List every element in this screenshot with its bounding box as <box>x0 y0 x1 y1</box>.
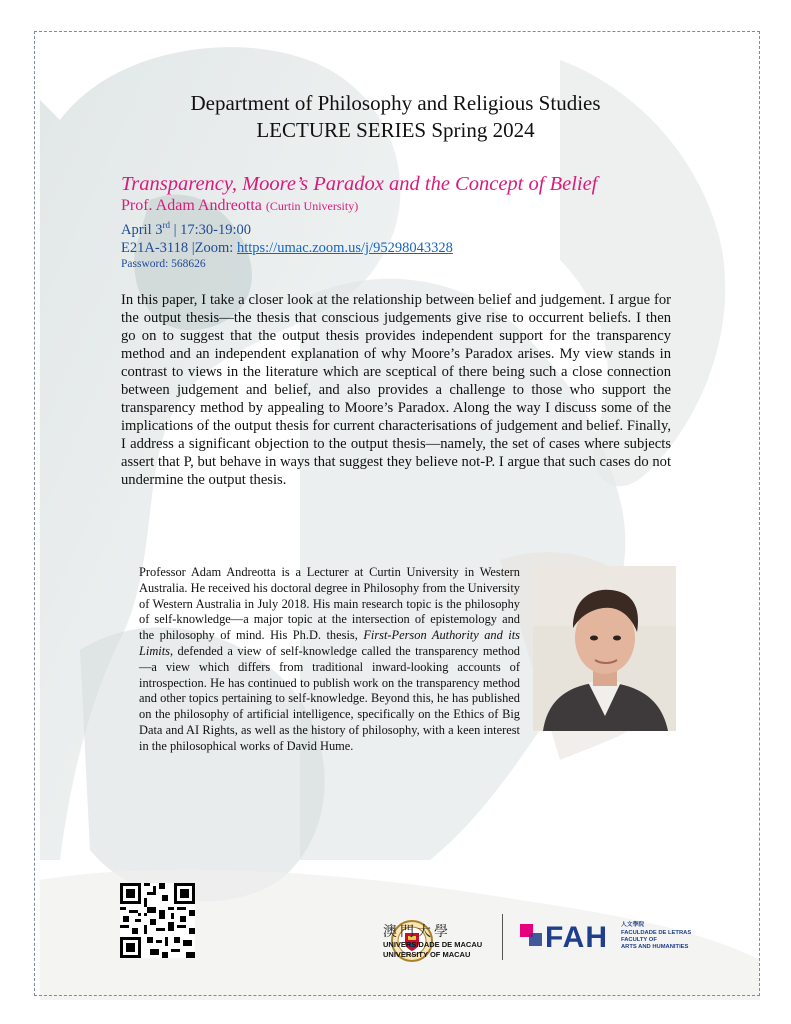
qr-code[interactable] <box>120 883 195 958</box>
um-english-name: UNIVERSITY OF MACAU <box>383 950 471 959</box>
talk-title: Transparency, Moore’s Paradox and the Concept of Belief <box>121 173 598 195</box>
speaker-line <box>121 196 681 216</box>
speaker-photo <box>533 566 676 731</box>
speaker-bio <box>139 565 520 755</box>
fah-chinese: 人文學院 <box>621 922 645 928</box>
speaker-name: Prof. Adam Andreotta <box>121 197 262 214</box>
fah-logo-mark <box>520 924 542 950</box>
time: | 17:30-19:00 <box>169 221 252 238</box>
department-heading: Department of Philosophy and Religious Studies <box>190 91 601 115</box>
date-time <box>121 216 681 239</box>
password: Password: 568626 <box>121 257 206 270</box>
thesis-title: First-Person Authority and its Limits <box>139 628 520 658</box>
bio-text-2: , defended a view of self-knowledge called the transparency method—a view which differs from traditional inward-looking accounts of introspection. He has continued to publish work on the transparency method and other topics pertaining to self-knowledge. Beyond this, he has published on the philosophy of artificial intelligence, specifically on the Ethics of Big Data and AI Rights, as well as the history of philosophy, with a keen interest in the philosophical works of David Hume. <box>139 643 520 753</box>
um-chinese-name: 澳門大學 <box>383 924 451 940</box>
series-heading: LECTURE SERIES Spring 2024 <box>256 118 535 142</box>
date-suffix: rd <box>162 220 170 230</box>
abstract-paragraph: In this paper, I take a closer look at the relationship between belief and judgement. I argue for the output thesis—the thesis that conscious judgements give rise to occurrent beliefs. I then go on to suggest that the output thesis provides independent support for the transparency method and an independent explanation of why Moore’s Paradox arises. My view stands in contrast to views in the literature which are sceptical of there being such a close connection between judgement and belief, and also provides a challenge to those who support the transparency method by appealing to Moore’s Paradox. Along the way I discuss some of the implications of the output thesis for current characterisations of judgement and belief. Finally, I address a significant objection to the output thesis—namely, the set of cases where subjects assert that P, but behave in ways that suggest they believe not-P. I argue that such cases do not undermine the output thesis. <box>121 292 671 488</box>
fah-portuguese: FACULDADE DE LETRAS <box>621 930 692 936</box>
talk-info <box>121 172 681 272</box>
fah-english-2: ARTS AND HUMANITIES <box>621 944 689 950</box>
speaker-affiliation: (Curtin University) <box>265 199 359 213</box>
um-portuguese-name: UNIVERSIDADE DE MACAU <box>383 940 483 949</box>
venue-line <box>121 239 681 257</box>
zoom-link[interactable]: https://umac.zoom.us/j/95298043328 <box>236 239 453 256</box>
fah-english-1: FACULTY OF <box>621 937 657 943</box>
fah-acronym: FAH <box>545 921 608 954</box>
logo-divider <box>502 914 503 960</box>
bio-text-1: Professor Adam Andreotta is a Lecturer at Curtin University in Western Australia. He received his doctoral degree in Philosophy from the University of Western Australia in July 2018. His main research topic is the philosophy of self-knowledge—a major topic at the intersection of epistemology and the philosophy of mind. His Ph.D. thesis, <box>139 565 520 643</box>
venue: E21A-3118 |Zoom: <box>121 239 237 256</box>
date: April 3 <box>121 221 163 238</box>
